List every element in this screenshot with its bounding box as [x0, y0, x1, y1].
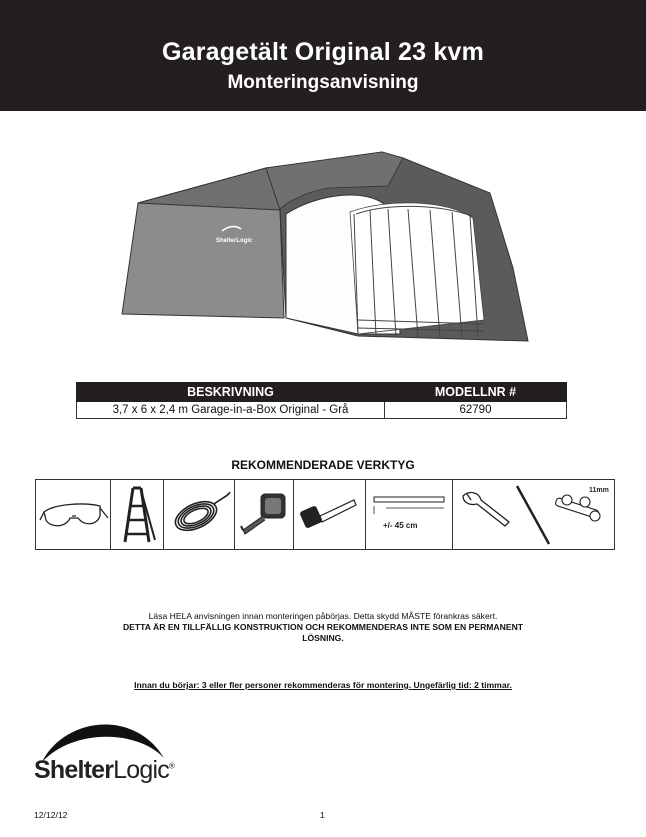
logo-part-1: Shelter [34, 756, 114, 784]
rope-icon [164, 480, 235, 549]
logo-registered-mark: ® [168, 761, 175, 771]
rod-icon [366, 480, 453, 549]
model-cell: 62790 [385, 402, 567, 419]
safety-glasses-icon [36, 480, 111, 549]
description-cell: 3,7 x 6 x 2,4 m Garage-in-a-Box Original - Grå [77, 402, 385, 419]
wrench-icon [453, 480, 614, 549]
header-banner [0, 0, 646, 111]
rod-length-label: +/- 45 cm [382, 521, 418, 530]
model-column-header: MODELLNR # [385, 383, 567, 402]
description-column-header: BESKRIVNING [77, 383, 385, 402]
notice-line-3: LÖSNING. [302, 633, 344, 643]
notice-line-1: Läsa HELA anvisningen innan monteringen påbörjas. Detta skydd MÅSTE förankras säkert. [148, 611, 498, 621]
wrench-size-label: 11mm [588, 487, 609, 494]
table-row [77, 402, 567, 419]
tape-measure-icon [235, 480, 294, 549]
tools-strip [35, 479, 615, 550]
logo-part-2: Logic [113, 756, 169, 784]
page-number: 1 [320, 810, 325, 820]
tent-brand-mark: ShelterLogic [216, 238, 253, 244]
step-ladder-icon [111, 480, 163, 549]
safety-notice [0, 611, 646, 644]
footer-date: 12/12/12 [34, 810, 68, 820]
description-table [76, 382, 567, 419]
notice-line-2: DETTA ÄR EN TILLFÄLLIG KONSTRUKTION OCH REKOMMENDERAS INTE SOM EN PERMANENT [122, 622, 524, 632]
garage-tent-illustration [118, 148, 534, 366]
document-subtitle: Monteringsanvisning [227, 72, 419, 93]
document-title: Garagetält Original 23 kvm [162, 38, 484, 66]
tools-title: REKOMMENDERADE VERKTYG [231, 458, 415, 472]
rubber-mallet-icon [294, 480, 365, 549]
shelterlogic-logo [34, 756, 174, 785]
before-you-start: Innan du börjar: 3 eller fler personer rekommenderas för montering. Ungefärlig tid: 2 timmar. [134, 680, 512, 690]
